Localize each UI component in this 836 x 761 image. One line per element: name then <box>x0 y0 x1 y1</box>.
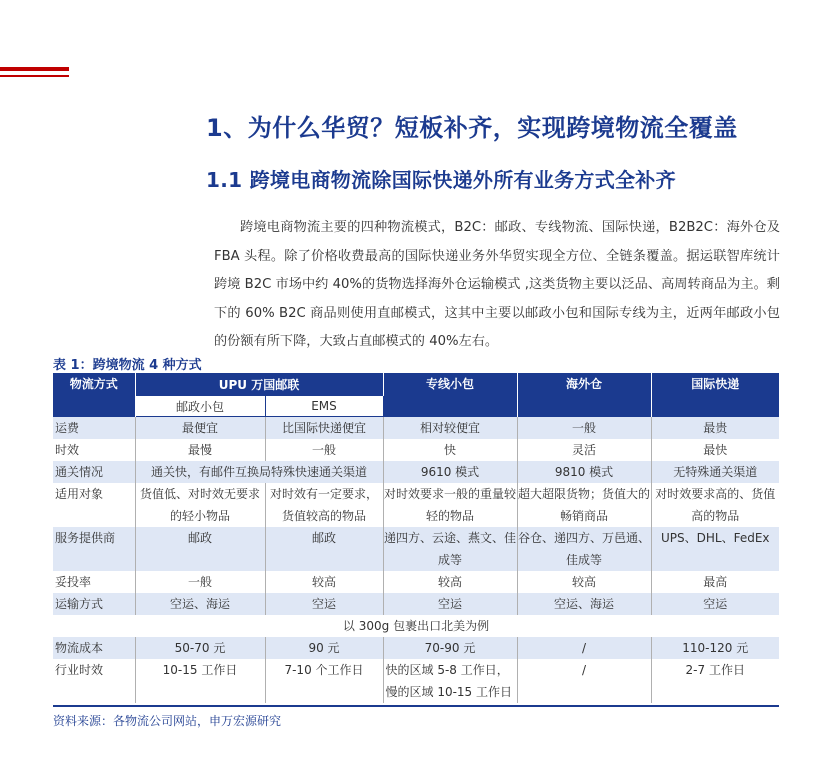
table-cell: 邮政 <box>135 527 265 571</box>
source-note: 资料来源：各物流公司网站，申万宏源研究 <box>53 714 282 728</box>
table-cell: 较高 <box>383 571 517 593</box>
table-cell: 10-15 工作日 <box>135 659 265 703</box>
header-upu: UPU 万国邮联 <box>135 373 383 396</box>
table-cell: 最慢 <box>135 439 265 461</box>
table-cell: 空运 <box>383 593 517 615</box>
row-label: 运费 <box>53 417 135 440</box>
table-cell: 无特殊通关渠道 <box>651 461 779 483</box>
table-cell: 谷仓、递四方、万邑通、佳成等 <box>517 527 651 571</box>
body-paragraph <box>214 214 780 357</box>
table-cell: 最贵 <box>651 417 779 440</box>
subsection-heading: 1.1 跨境电商物流除国际快递外所有业务方式全补齐 <box>206 168 676 192</box>
section-heading: 1、为什么华贸？短板补齐，实现跨境物流全覆盖 <box>206 114 738 142</box>
table-cell: 空运、海运 <box>135 593 265 615</box>
header-logistics-mode: 物流方式 <box>53 373 135 417</box>
table-cell: UPS、DHL、FedEx <box>651 527 779 571</box>
subheader-ems: EMS <box>265 396 383 417</box>
table-cell: 最便宜 <box>135 417 265 440</box>
table-cell: 2-7 工作日 <box>685 663 745 677</box>
red-accent-bar-thin <box>0 75 69 77</box>
table-cell: 9610 模式 <box>383 461 517 483</box>
table-caption: 表 1：跨境物流 4 种方式 <box>53 358 202 373</box>
table-cell: 超大超限货物；货值大的畅销商品 <box>517 483 651 527</box>
table-cell: 对时效要求一般的重量较轻的物品 <box>383 483 517 527</box>
table-cell: 空运 <box>651 593 779 615</box>
row-label: 妥投率 <box>53 571 135 593</box>
table-cell: 较高 <box>265 571 383 593</box>
table-cell: 一般 <box>517 417 651 440</box>
table-cell: 9810 模式 <box>517 461 651 483</box>
table-cell: 邮政 <box>265 527 383 571</box>
red-accent-bar <box>0 67 69 71</box>
header-overseas-warehouse: 海外仓 <box>517 373 651 417</box>
table-cell: 最快 <box>703 443 728 457</box>
table-cell: 比国际快递便宜 <box>265 417 383 440</box>
table-row <box>53 637 779 659</box>
table-cell: 一般 <box>135 571 265 593</box>
table-row <box>53 439 779 461</box>
row-label: 适用对象 <box>53 483 135 527</box>
table-cell: 一般 <box>265 439 383 461</box>
bottom-rule <box>53 705 779 707</box>
table-cell: 对时效要求高的、货值高的物品 <box>655 487 776 523</box>
table-row <box>53 593 779 615</box>
paragraph-text: 跨境电商物流主要的四种物流模式，B2C：邮政、专线物流、国际快递，B2B2C：海外仓及 FBA 头程。除了价格收费最高的国际快递业务外华贸实现全方位、全链条覆盖。据运联智库统计 跨境 B2C 市场中约 40%的货物选择海外仓运输模式 ,这类货物主要以泛品、高周转商品为主。剩下的 60% B2C 商品则使用直邮模式，这其中主要以邮政小包和国际专线为主，近两年邮政小包的份额有所下降，大致占直邮模式的 40%左右。 <box>214 220 780 349</box>
table-cell: 7-10 个工作日 <box>265 659 383 703</box>
row-label: 物流成本 <box>53 637 135 659</box>
table-cell: 对时效有一定要求，货值较高的物品 <box>265 483 383 527</box>
table-note: 以 300g 包裹出口北美为例 <box>342 619 490 633</box>
subheader-post-parcel: 邮政小包 <box>135 396 265 417</box>
table-cell: / <box>517 659 651 703</box>
table-row <box>53 527 779 571</box>
table-cell: 快 <box>383 439 517 461</box>
table-cell: 通关快，有邮件互换局特殊快速通关渠道 <box>135 461 383 483</box>
table-cell: 90 元 <box>265 637 383 659</box>
table-row <box>53 483 779 527</box>
table-note-row <box>53 615 779 637</box>
header-intl-express: 国际快递 <box>651 373 779 417</box>
table-cell: 货值低、对时效无要求的轻小物品 <box>135 483 265 527</box>
row-label: 行业时效 <box>53 659 135 703</box>
table-cell: 快的区域 5-8 工作日，慢的区域 10-15 工作日 <box>383 659 517 703</box>
table-cell: 灵活 <box>517 439 651 461</box>
table-cell: / <box>517 637 651 659</box>
table-cell: 最高 <box>703 575 728 589</box>
table-cell: 相对较便宜 <box>383 417 517 440</box>
table-cell: 较高 <box>517 571 651 593</box>
row-label: 服务提供商 <box>53 527 135 571</box>
row-label: 运输方式 <box>53 593 135 615</box>
table-cell: 50-70 元 <box>135 637 265 659</box>
table-cell: 递四方、云途、燕文、佳成等 <box>383 527 517 571</box>
table-row <box>53 461 779 483</box>
logistics-table <box>53 373 779 703</box>
table-row <box>53 417 779 440</box>
row-label: 通关情况 <box>53 461 135 483</box>
row-label: 时效 <box>53 439 135 461</box>
header-dedicated-line: 专线小包 <box>383 373 517 417</box>
table-row <box>53 659 779 703</box>
table-cell: 空运、海运 <box>517 593 651 615</box>
table-row <box>53 571 779 593</box>
table-cell: 空运 <box>265 593 383 615</box>
table-cell: 70-90 元 <box>383 637 517 659</box>
table-cell: 110-120 元 <box>651 637 779 659</box>
